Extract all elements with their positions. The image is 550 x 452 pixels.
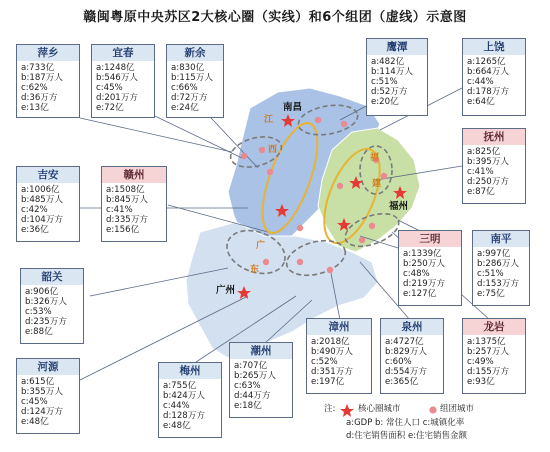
urbanization-value: c:63%: [234, 381, 261, 391]
sales-amount-value: e:365亿: [385, 377, 419, 387]
gdp-value: a:906亿: [25, 287, 59, 297]
city-name: 南平: [473, 231, 529, 247]
urbanization-value: c:45%: [96, 83, 123, 93]
gdp-value: a:1339亿: [403, 249, 442, 259]
population-value: b:395万人: [467, 157, 509, 167]
province-label-fujian-2: 建: [372, 179, 382, 189]
legend-group-label: 组团城市: [440, 404, 475, 414]
sales-amount-value: e:48亿: [163, 421, 191, 431]
sales-area-value: d:153万方: [477, 279, 519, 289]
population-value: b:286万人: [477, 259, 519, 269]
city-name: 韶关: [21, 269, 83, 285]
province-label-jiangxi-1: 江: [264, 115, 274, 125]
city-name: 宜春: [92, 45, 154, 61]
population-value: b:257万人: [467, 347, 509, 357]
gdp-value: a:482亿: [371, 57, 405, 67]
gdp-value: a:707亿: [234, 361, 268, 371]
urbanization-value: c:41%: [106, 205, 133, 215]
city-name: 萍乡: [17, 45, 79, 61]
sales-area-value: d:235万方: [25, 317, 67, 327]
sales-area-value: d:44万方: [234, 391, 271, 401]
sales-area-value: d:554万方: [385, 367, 427, 377]
population-value: b:326万人: [25, 297, 67, 307]
gdp-value: a:615亿: [21, 377, 55, 387]
population-value: b:485万人: [21, 195, 63, 205]
sales-amount-value: e:87亿: [467, 187, 495, 197]
sales-amount-value: e:88亿: [25, 327, 53, 337]
urbanization-value: c:60%: [385, 357, 412, 367]
city-label-guangzhou: 广州: [216, 285, 236, 296]
city-name: 梅州: [159, 363, 221, 379]
gdp-value: a:733亿: [21, 63, 55, 73]
population-value: b:114万人: [371, 67, 413, 77]
population-value: b:187万人: [21, 73, 63, 83]
sales-area-value: d:124万方: [21, 407, 63, 417]
urbanization-value: c:49%: [467, 357, 494, 367]
gdp-value: a:1508亿: [106, 185, 145, 195]
city-name: 赣州: [102, 167, 166, 183]
legend-core-label: 核心圈城市: [358, 404, 401, 414]
city-card-longyan: [462, 318, 526, 394]
city-card-nanping: [472, 230, 530, 306]
sales-area-value: d:52万方: [371, 87, 408, 97]
urbanization-value: c:52%: [311, 357, 338, 367]
urbanization-value: c:44%: [467, 77, 494, 87]
sales-amount-value: e:75亿: [477, 289, 505, 299]
population-value: b:115万人: [171, 73, 213, 83]
urbanization-value: c:48%: [403, 269, 430, 279]
population-value: b:845万人: [106, 195, 148, 205]
city-name: 抚州: [463, 129, 525, 145]
urbanization-value: c:41%: [467, 167, 494, 177]
city-name: 鹰潭: [367, 39, 427, 55]
sales-area-value: d:201万方: [96, 93, 138, 103]
city-name: 潮州: [230, 343, 292, 359]
sales-area-value: d:36万方: [21, 93, 58, 103]
city-name: 漳州: [307, 319, 371, 335]
urbanization-value: c:53%: [25, 307, 52, 317]
gdp-value: a:1248亿: [96, 63, 135, 73]
legend-line-2: d:住宅销售面积 e:住宅销售金额: [346, 431, 468, 441]
urbanization-value: c:66%: [171, 83, 198, 93]
population-value: b:265万人: [234, 371, 276, 381]
sales-area-value: d:335万方: [106, 215, 148, 225]
population-value: b:664万人: [467, 67, 509, 77]
sales-area-value: d:178万方: [467, 87, 509, 97]
gdp-value: a:1265亿: [467, 57, 506, 67]
sales-amount-value: e:72亿: [96, 103, 124, 113]
sales-amount-value: e:13亿: [21, 103, 49, 113]
province-label-fujian-1: 福: [370, 153, 380, 163]
sales-amount-value: e:156亿: [106, 225, 140, 235]
city-card-heyuan: [16, 358, 80, 434]
gdp-value: a:4727亿: [385, 337, 424, 347]
sales-amount-value: e:64亿: [467, 97, 495, 107]
page-title: 赣闽粤原中央苏区2大核心圈（实线）和6个组团（虚线）示意图: [83, 10, 467, 25]
city-card-chaozhou: [229, 342, 293, 418]
gdp-value: a:825亿: [467, 147, 501, 157]
sales-area-value: d:104万方: [21, 215, 63, 225]
city-name: 泉州: [381, 319, 443, 335]
population-value: b:424万人: [163, 391, 205, 401]
city-card-zhangzhou: [306, 318, 372, 394]
gdp-value: a:997亿: [477, 249, 511, 259]
city-name: 吉安: [17, 167, 79, 183]
sales-amount-value: e:36亿: [21, 225, 49, 235]
city-card-yichun: [91, 44, 155, 118]
province-label-jiangxi-2: 西: [268, 145, 278, 155]
urbanization-value: c:51%: [371, 77, 398, 87]
sales-amount-value: e:197亿: [311, 377, 345, 387]
city-name: 三明: [399, 231, 461, 247]
gdp-value: a:1375亿: [467, 337, 506, 347]
city-card-jian: [16, 166, 80, 242]
sales-amount-value: e:48亿: [21, 417, 49, 427]
gdp-value: a:1006亿: [21, 185, 60, 195]
sales-area-value: d:250万方: [467, 177, 509, 187]
sales-area-value: d:219万方: [403, 279, 445, 289]
city-card-fuzhou-jx: [462, 128, 526, 204]
city-card-yingtan: [366, 38, 428, 116]
urbanization-value: c:42%: [21, 205, 48, 215]
urbanization-value: c:51%: [477, 269, 504, 279]
sales-area-value: d:128万方: [163, 411, 205, 421]
urbanization-value: c:62%: [21, 83, 48, 93]
sales-area-value: d:155万方: [467, 367, 509, 377]
city-label-fuzhou: 福州: [389, 201, 409, 212]
city-card-shangrao: [462, 38, 526, 116]
province-label-guangdong-2: 东: [250, 265, 260, 275]
city-name: 上饶: [463, 39, 525, 55]
city-card-shaoguan: [20, 268, 84, 344]
city-name: 龙岩: [463, 319, 525, 335]
city-name: 新余: [167, 45, 223, 61]
sales-area-value: d:351万方: [311, 367, 353, 377]
sales-amount-value: e:127亿: [403, 289, 437, 299]
city-card-xinyu: [166, 44, 224, 118]
urbanization-value: c:45%: [21, 397, 48, 407]
sales-area-value: d:72万方: [171, 93, 208, 103]
sales-amount-value: e:20亿: [371, 97, 399, 107]
sales-amount-value: e:18亿: [234, 401, 262, 411]
population-value: b:490万人: [311, 347, 353, 357]
city-card-pingxiang: [16, 44, 80, 118]
legend: [322, 400, 544, 448]
city-label-nanchang: 南昌: [283, 102, 303, 113]
gdp-value: a:755亿: [163, 381, 197, 391]
population-value: b:829万人: [385, 347, 427, 357]
population-value: b:355万人: [21, 387, 63, 397]
urbanization-value: c:44%: [163, 401, 190, 411]
city-card-meizhou: [158, 362, 222, 438]
population-value: b:250万人: [403, 259, 445, 269]
legend-line-1: a:GDP b: 常住人口 c:城镇化率: [346, 418, 465, 428]
city-card-quanzhou: [380, 318, 444, 394]
gdp-value: a:830亿: [171, 63, 205, 73]
sales-amount-value: e:93亿: [467, 377, 495, 387]
gdp-value: a:2018亿: [311, 337, 350, 347]
city-name: 河源: [17, 359, 79, 375]
sales-amount-value: e:24亿: [171, 103, 199, 113]
population-value: b:546万人: [96, 73, 138, 83]
province-label-guangdong-1: 广: [256, 241, 266, 251]
city-card-ganzhou: [101, 166, 167, 242]
legend-note: 注:: [324, 404, 336, 414]
city-card-sanming: [398, 230, 462, 306]
